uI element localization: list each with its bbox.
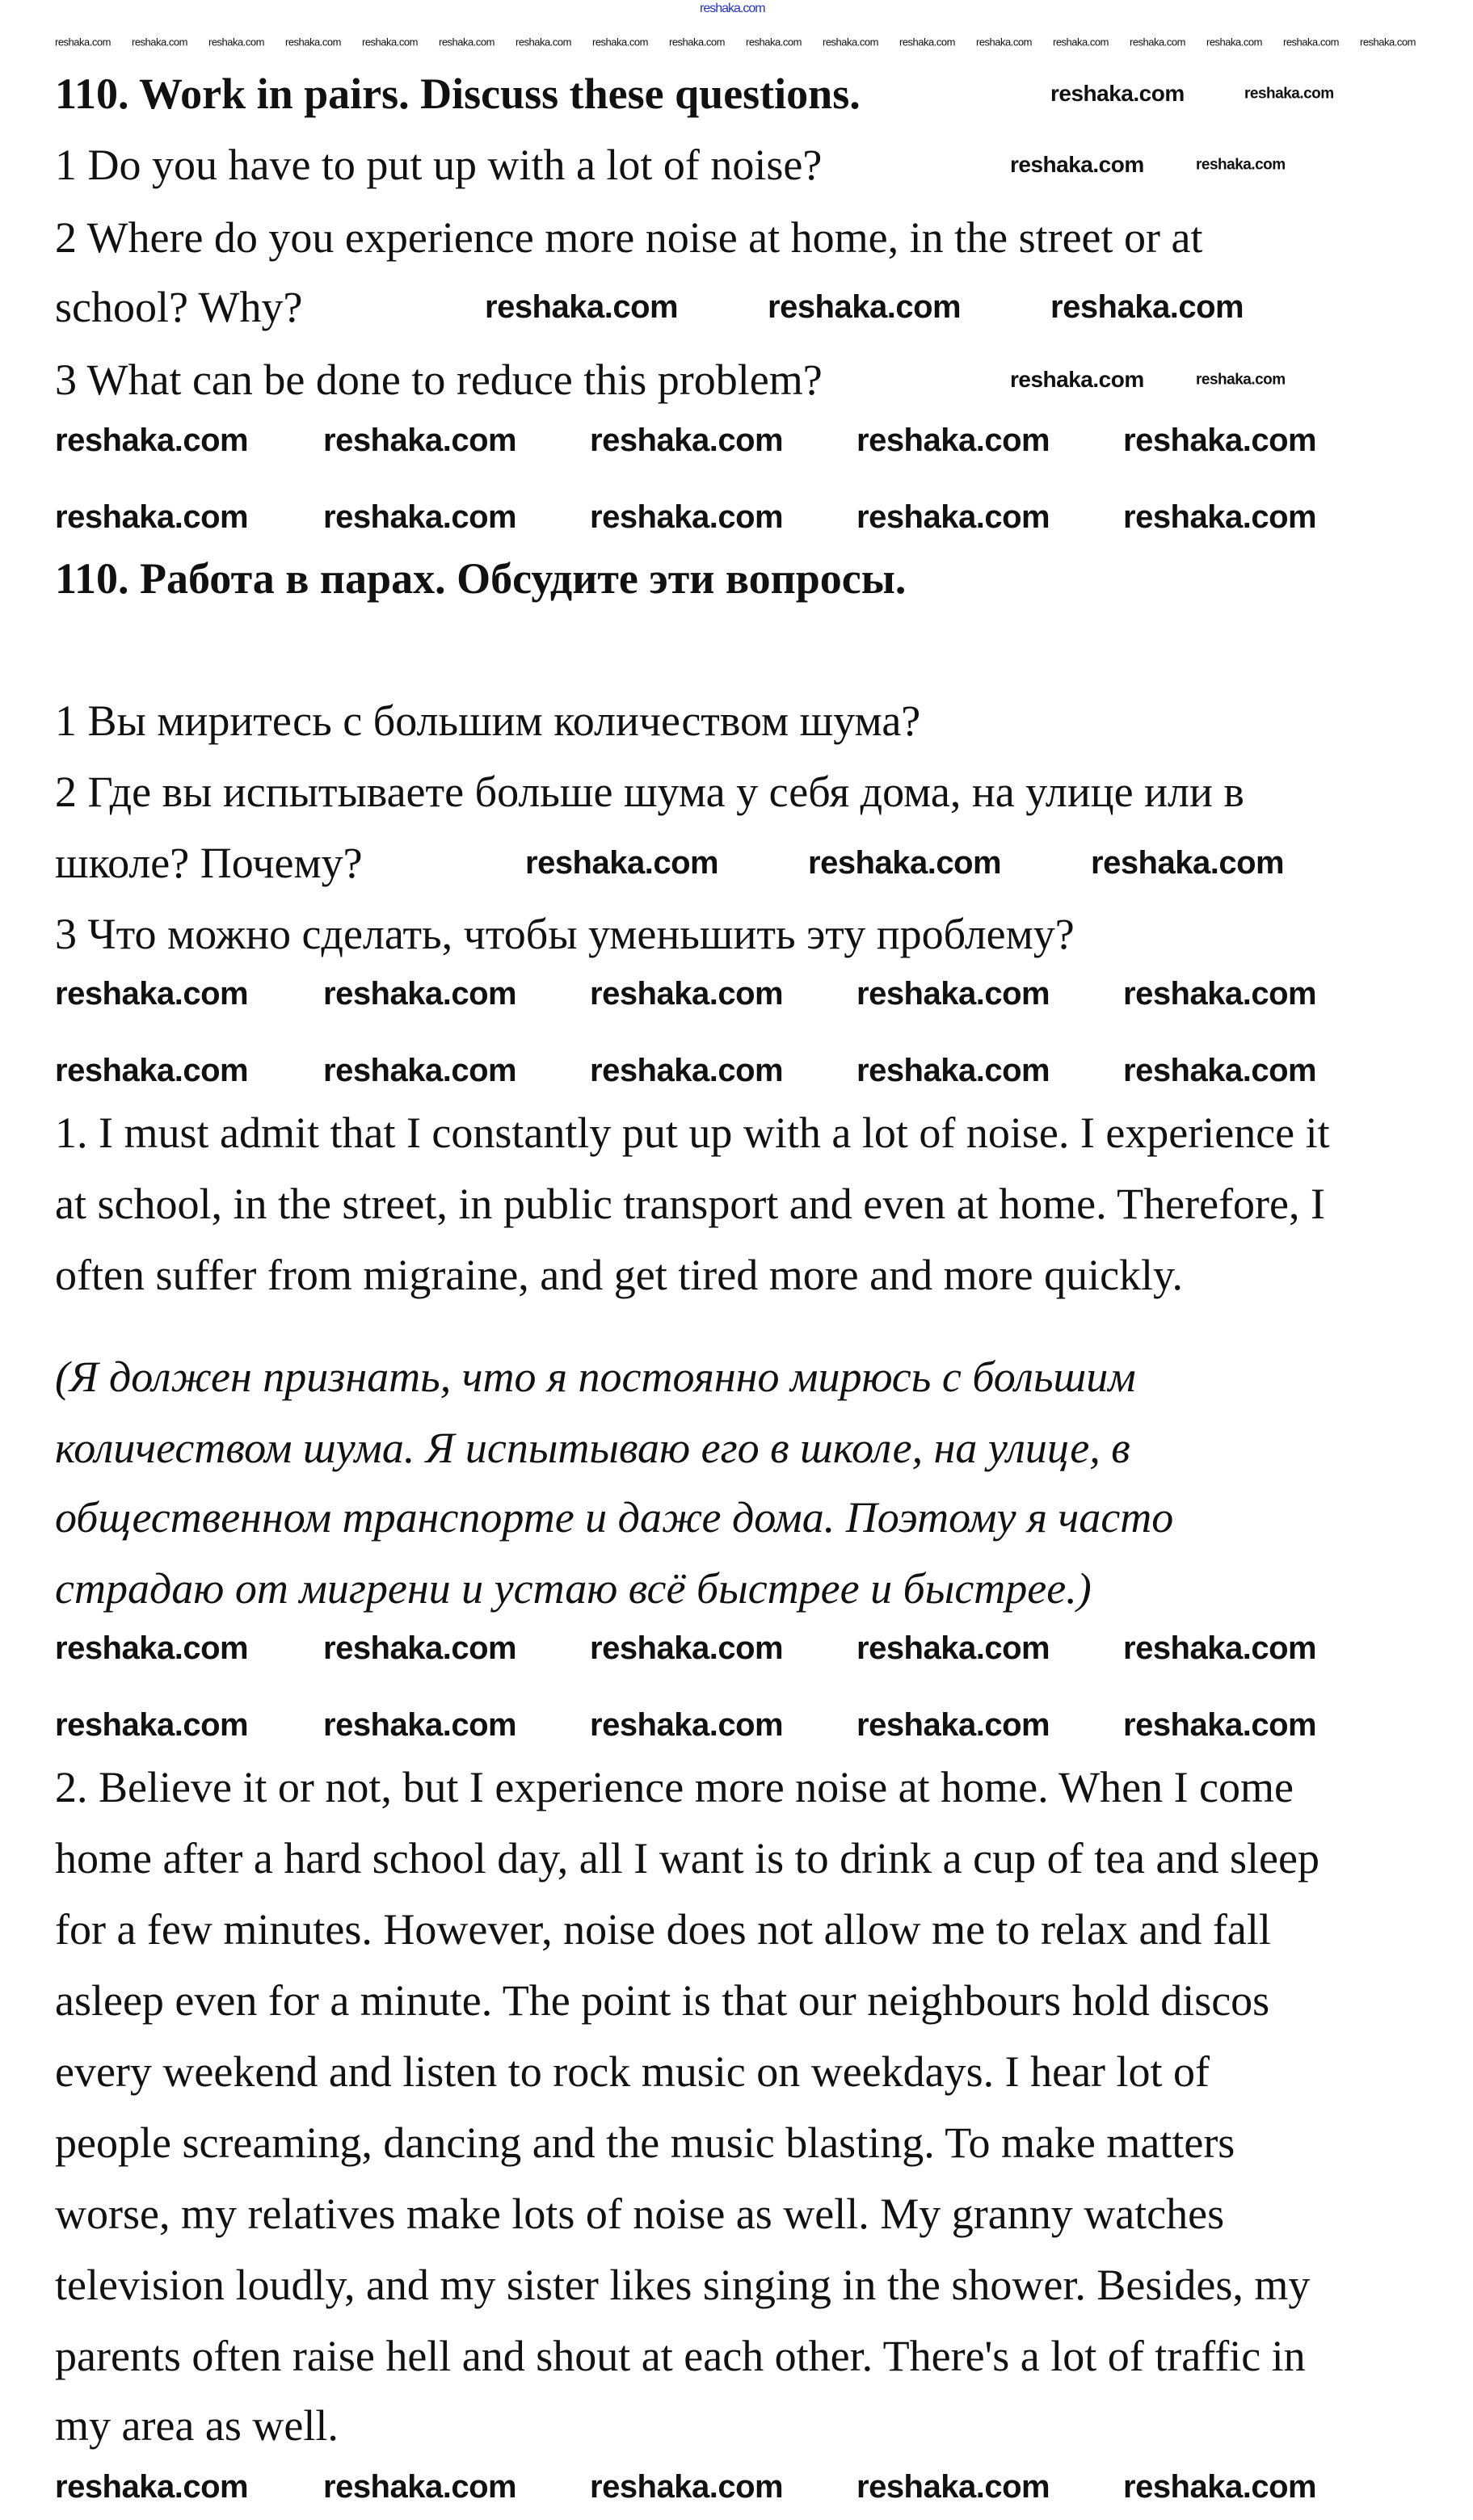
watermark: reshaka.com [856,423,1050,458]
question-line: school? Why? [55,283,303,331]
watermark: reshaka.com [590,1053,784,1088]
watermark: reshaka.com [856,1707,1050,1743]
watermark: reshaka.com [439,36,495,48]
watermark: reshaka.com [323,2469,517,2505]
watermark: reshaka.com [768,289,962,325]
watermark: reshaka.com [285,36,341,48]
watermark: reshaka.com [592,36,648,48]
watermark: reshaka.com [856,976,1050,1012]
watermark: reshaka.com [1010,367,1144,392]
answer-2-line: 2. Believe it or not, but I experience more noise at home. When I come [55,1763,1294,1811]
watermark: reshaka.com [590,1630,784,1666]
watermark: reshaka.com [323,1053,517,1088]
watermark: reshaka.com [55,423,249,458]
question-line-ru: 1 Вы миритесь с большим количеством шума? [55,696,921,745]
watermark: reshaka.com [1123,423,1317,458]
watermark: reshaka.com [590,423,784,458]
watermark: reshaka.com [590,499,784,535]
watermark: reshaka.com [669,36,725,48]
watermark: reshaka.com [856,499,1050,535]
watermark: reshaka.com [856,1053,1050,1088]
watermark: reshaka.com [55,2469,249,2505]
watermark: reshaka.com [1091,845,1285,881]
answer-2-line: home after a hard school day, all I want is to drink a cup of tea and sleep [55,1834,1319,1883]
watermark: reshaka.com [208,36,264,48]
answer-1-line: often suffer from migraine, and get tired more and more quickly. [55,1251,1184,1299]
watermark: reshaka.com [323,1707,517,1743]
watermark: reshaka.com [1053,36,1109,48]
answer-1-translation-line: страдаю от мигрени и устаю всё быстрее и быстрее.) [55,1564,1092,1613]
watermark: reshaka.com [856,1630,1050,1666]
watermark: reshaka.com [1196,371,1286,389]
watermark: reshaka.com [1123,976,1317,1012]
question-line: 1 Do you have to put up with a lot of noise? [55,141,823,189]
question-line-ru: 2 Где вы испытываете больше шума у себя дома, на улице или в [55,768,1244,816]
watermark: reshaka.com [1050,289,1244,325]
watermark: reshaka.com [1123,1630,1317,1666]
watermark: reshaka.com [590,1707,784,1743]
watermark: reshaka.com [132,36,187,48]
answer-1-line: 1. I must admit that I constantly put up with a lot of noise. I experience it [55,1109,1330,1157]
watermark: reshaka.com [1244,85,1334,103]
task-heading-ru: 110. Работа в парах. Обсудите эти вопросы. [55,554,907,603]
answer-1-line: at school, in the street, in public transport and even at home. Therefore, I [55,1180,1325,1228]
watermark: reshaka.com [590,2469,784,2505]
watermark: reshaka.com [1123,2469,1317,2505]
watermark: reshaka.com [1010,152,1144,177]
watermark: reshaka.com [746,36,802,48]
answer-1-translation-line: количеством шума. Я испытываю его в школе, на улице, в [55,1424,1130,1472]
watermark: reshaka.com [1206,36,1262,48]
answer-2-line: people screaming, dancing and the music blasting. To make matters [55,2118,1235,2167]
watermark: reshaka.com [976,36,1032,48]
watermark: reshaka.com [856,2469,1050,2505]
answer-2-line: every weekend and listen to rock music on weekdays. I hear lot of [55,2047,1210,2096]
top-watermark: reshaka.com [700,2,765,15]
watermark: reshaka.com [1123,499,1317,535]
watermark: reshaka.com [323,499,517,535]
answer-2-line: asleep even for a minute. The point is that our neighbours hold discos [55,1976,1270,2025]
watermark: reshaka.com [1123,1707,1317,1743]
watermark: reshaka.com [485,289,679,325]
watermark: reshaka.com [808,845,1002,881]
task-heading-en: 110. Work in pairs. Discuss these questions. [55,69,861,118]
watermark: reshaka.com [323,1630,517,1666]
answer-2-line: parents often raise hell and shout at each other. There's a lot of traffic in [55,2332,1306,2380]
watermark: reshaka.com [1196,156,1286,174]
answer-2-line: for a few minutes. However, noise does not allow me to relax and fall [55,1905,1271,1954]
watermark: reshaka.com [823,36,878,48]
watermark: reshaka.com [1123,1053,1317,1088]
question-line-ru: школе? Почему? [55,839,363,887]
question-line: 3 What can be done to reduce this problem? [55,355,823,404]
watermark: reshaka.com [1360,36,1416,48]
watermark: reshaka.com [590,976,784,1012]
answer-1-translation-line: общественном транспорте и даже дома. Поэтому я часто [55,1493,1174,1542]
answer-2-line: television loudly, and my sister likes singing in the shower. Besides, my [55,2261,1311,2309]
watermark: reshaka.com [1130,36,1185,48]
watermark: reshaka.com [55,36,111,48]
watermark: reshaka.com [1283,36,1339,48]
watermark: reshaka.com [362,36,418,48]
question-line-ru: 3 Что можно сделать, чтобы уменьшить эту проблему? [55,910,1075,958]
watermark: reshaka.com [323,423,517,458]
answer-2-line: worse, my relatives make lots of noise as well. My granny watches [55,2190,1225,2238]
watermark: reshaka.com [55,1630,249,1666]
watermark: reshaka.com [525,845,719,881]
watermark: reshaka.com [323,976,517,1012]
answer-1-translation-line: (Я должен признать, что я постоянно мирюсь с большим [55,1353,1136,1401]
watermark: reshaka.com [55,976,249,1012]
watermark: reshaka.com [55,499,249,535]
question-line: 2 Where do you experience more noise at home, in the street or at [55,213,1203,262]
watermark: reshaka.com [899,36,955,48]
watermark: reshaka.com [55,1053,249,1088]
watermark: reshaka.com [55,1707,249,1743]
watermark: reshaka.com [1050,81,1185,106]
answer-2-line: my area as well. [55,2401,339,2450]
watermark: reshaka.com [516,36,571,48]
